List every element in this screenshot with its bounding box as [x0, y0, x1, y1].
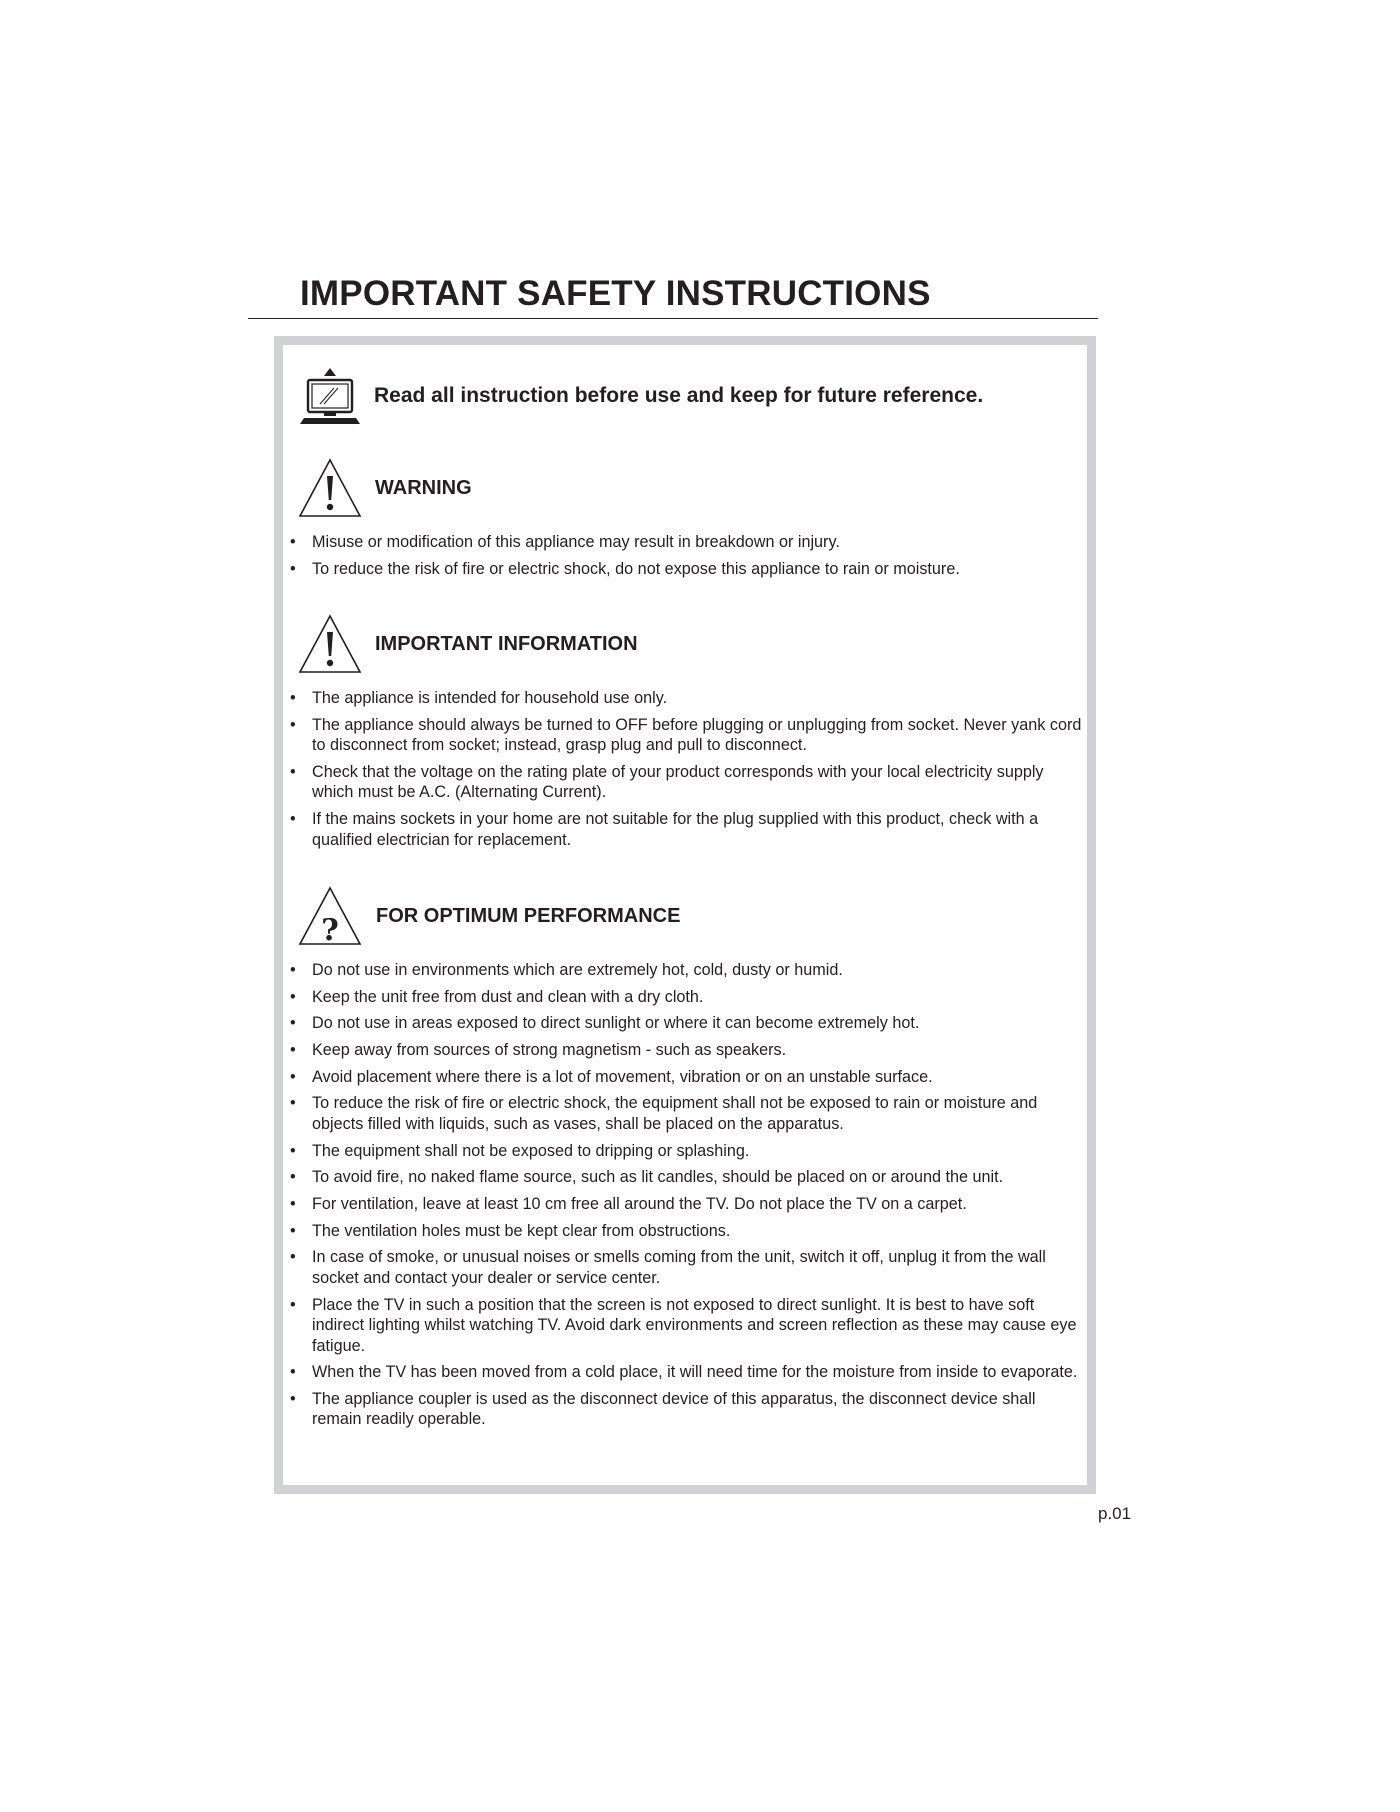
list-item: • Misuse or modification of this appliance may result in breakdown or injury. — [286, 532, 1086, 553]
list-item: • To reduce the risk of fire or electric shock, the equipment shall not be exposed to rain or moisture and objects filled with liquids, such as vases, shall be placed on the apparatus. — [286, 1093, 1086, 1134]
important-information-list — [286, 688, 1086, 850]
list-item: • Place the TV in such a position that the screen is not exposed to direct sunlight. It is best to have soft indirect lighting whilst watching TV. Avoid dark environments and screen reflection as these may cause eye fatigue. — [286, 1295, 1086, 1357]
tv-read-manual-icon — [298, 366, 362, 428]
intro-row — [298, 366, 1058, 428]
list-item: • Do not use in environments which are extremely hot, cold, dusty or humid. — [286, 960, 1086, 981]
question-triangle-icon — [298, 886, 362, 946]
list-item: • To avoid fire, no naked flame source, such as lit candles, should be placed on or around the unit. — [286, 1167, 1086, 1188]
list-item: • If the mains sockets in your home are not suitable for the plug supplied with this product, check with a qualified electrician for replacement. — [286, 809, 1086, 850]
warning-list — [286, 532, 1086, 579]
optimum-performance-heading: FOR OPTIMUM PERFORMANCE — [376, 905, 681, 927]
list-item: • Keep the unit free from dust and clean with a dry cloth. — [286, 987, 1086, 1008]
list-item: • To reduce the risk of fire or electric shock, do not expose this appliance to rain or moisture. — [286, 559, 1086, 580]
important-information-section — [286, 614, 1086, 856]
page-title: IMPORTANT SAFETY INSTRUCTIONS — [300, 274, 931, 313]
title-underline — [248, 318, 1098, 319]
list-item: • In case of smoke, or unusual noises or smells coming from the unit, switch it off, unplug it from the wall socket and contact your dealer or service center. — [286, 1247, 1086, 1288]
list-item: • Avoid placement where there is a lot of movement, vibration or on an unstable surface. — [286, 1067, 1086, 1088]
optimum-performance-list — [286, 960, 1086, 1430]
list-item: • For ventilation, leave at least 10 cm free all around the TV. Do not place the TV on a carpet. — [286, 1194, 1086, 1215]
list-item: • The appliance is intended for household use only. — [286, 688, 1086, 709]
list-item: • Check that the voltage on the rating plate of your product corresponds with your local electricity supply which must be A.C. (Alternating Current). — [286, 762, 1086, 803]
list-item: • The ventilation holes must be kept clear from obstructions. — [286, 1221, 1086, 1242]
list-item: • The appliance should always be turned to OFF before plugging or unplugging from socket. Never yank cord to disconnect from socket; instead, grasp plug and pull to disconnect. — [286, 715, 1086, 756]
important-information-heading: IMPORTANT INFORMATION — [375, 633, 638, 655]
list-item: • The equipment shall not be exposed to dripping or splashing. — [286, 1141, 1086, 1162]
list-item: • Keep away from sources of strong magnetism - such as speakers. — [286, 1040, 1086, 1061]
svg-text:?: ? — [321, 913, 339, 946]
warning-section — [286, 458, 1086, 585]
list-item: • When the TV has been moved from a cold place, it will need time for the moisture from inside to evaporate. — [286, 1362, 1086, 1383]
intro-text: Read all instruction before use and keep for future reference. — [374, 384, 984, 407]
warning-triangle-icon — [298, 458, 362, 518]
optimum-performance-section — [286, 886, 1086, 1436]
warning-heading: WARNING — [375, 477, 472, 499]
warning-triangle-icon — [298, 614, 362, 674]
list-item: • The appliance coupler is used as the disconnect device of this apparatus, the disconnect device shall remain readily operable. — [286, 1389, 1086, 1430]
page-number: p.01 — [1098, 1504, 1132, 1523]
list-item: • Do not use in areas exposed to direct sunlight or where it can become extremely hot. — [286, 1013, 1086, 1034]
